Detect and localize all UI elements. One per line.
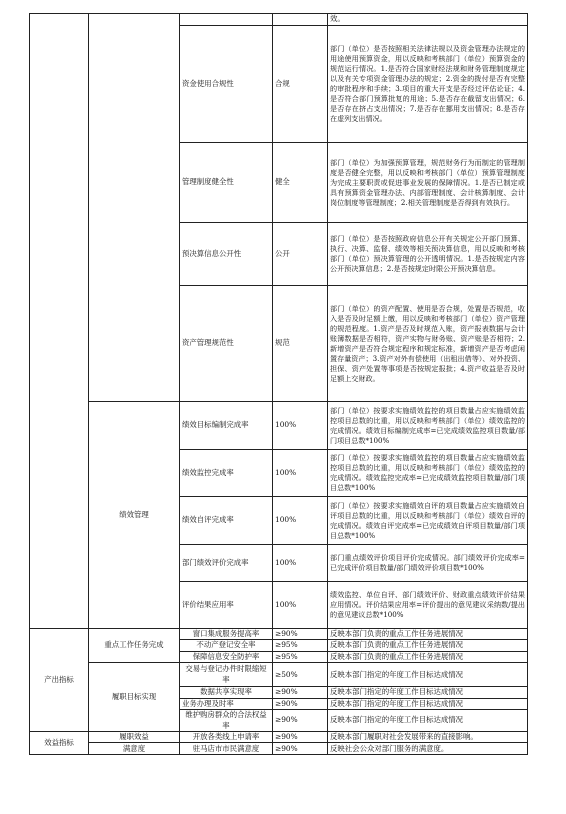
indicator-cell: 评价结果应用率	[180, 582, 273, 629]
group-cell: 效益指标	[30, 732, 89, 755]
description-cell: 绩效监控、单位自评、部门绩效评价、财政重点绩效评价结果应用情况。评价结果应用率=评价提出的意见建议采纳数/提出的意见建议总数*100%	[328, 582, 528, 629]
description-cell: 效。	[328, 14, 528, 26]
indicator-cell: 绩效自评完成率	[180, 497, 273, 545]
table-row	[30, 402, 528, 450]
target-cell: 100%	[273, 450, 328, 497]
indicator-cell: 预决算信息公开性	[180, 223, 273, 286]
indicator-cell: 管理制度健全性	[180, 143, 273, 223]
target-cell: 公开	[273, 223, 328, 286]
indicator-cell: 部门绩效评价完成率	[180, 545, 273, 582]
description-cell: 部门（单位）的资产配置、使用是否合规，处置是否规范，收入是否及时足额上缴，用以反映和考核部门（单位）资产管理的规范程度。1.资产是否及时规范入账，资产报表数据与会计账簿数据是否相符，资产实物与财务账、资产账是否相符；2.新增资产是否符合规定程序和规定标准，新增资产是否考虑闲置存量资产；3.资产对外有偿使用（出租出借等）、对外投资、担保、资产处置等事项是否按规定报批；4.资产收益是否及时足额上交财政。	[328, 286, 528, 402]
target-cell: 100%	[273, 545, 328, 582]
category-cell: 绩效管理	[89, 402, 180, 629]
target-cell: 合规	[273, 26, 328, 143]
category-cell: 重点工作任务完成	[89, 629, 180, 663]
target-cell: ≥90%	[273, 687, 328, 698]
indicator-cell: 绩效监控完成率	[180, 450, 273, 497]
target-cell: ≥90%	[273, 698, 328, 709]
target-cell	[273, 14, 328, 26]
description-cell: 部门（单位）按要求实施绩效自评的项目数量占应实施绩效自评项目总数的比重，用以反映和考核部门（单位）绩效自评的完成情况。绩效自评完成率=已完成绩效自评项目数量/部门项目总数*100%	[328, 497, 528, 545]
description-cell: 反映本部门指定的年度工作目标达成情况	[328, 710, 528, 732]
indicator-cell: 驻马店市市民满意度	[180, 743, 273, 755]
description-cell: 部门（单位）为加强预算管理，规范财务行为而制定的管理制度是否健全完整，用以反映和考核部门（单位）预算管理制度为完成主要职责或促进事业发展的保障情况。1.是否已制定或具有预算资金管理办法、内部管理制度、会计核算制度、会计岗位制度等管理制度；2.相关管理制度是否得到有效执行。	[328, 143, 528, 223]
group-cell: 产出指标	[30, 629, 89, 732]
indicator-cell: 保障信息安全防护率	[180, 651, 273, 662]
indicator-cell: 绩效目标编制完成率	[180, 402, 273, 450]
target-cell: 100%	[273, 402, 328, 450]
indicator-cell	[180, 14, 273, 26]
description-cell: 部门重点绩效评价项目评价完成情况。部门绩效评价完成率=已完成评价项目数量/部门绩效评价项目数*100%	[328, 545, 528, 582]
description-cell: 反映本部门负责的重点工作任务进展情况	[328, 640, 528, 651]
category-cell: 履职目标实现	[89, 663, 180, 732]
table-row	[30, 743, 528, 755]
target-cell: ≥95%	[273, 640, 328, 651]
description-cell: 部门（单位）按要求实施绩效监控的项目数量占应实施绩效监控项目总数的比重，用以反映和考核部门（单位）绩效监控的完成情况。绩效目标编制完成率=已完成绩效监控项目数量/部门项目总数*100%	[328, 402, 528, 450]
description-cell: 反映本部门履职对社会发展带来的直接影响。	[328, 732, 528, 743]
target-cell: ≥90%	[273, 710, 328, 732]
group-cell	[30, 14, 89, 629]
target-cell: 100%	[273, 582, 328, 629]
target-cell: ≥95%	[273, 651, 328, 662]
target-cell: 100%	[273, 497, 328, 545]
category-cell: 履职效益	[89, 732, 180, 743]
indicator-cell: 数据共享实现率	[180, 687, 273, 698]
performance-indicator-table	[29, 13, 528, 755]
table-row	[30, 663, 528, 687]
indicator-cell: 资金使用合规性	[180, 26, 273, 143]
description-cell: 部门（单位）按要求实施绩效监控的项目数量占应实施绩效监控项目总数的比重，用以反映和考核部门（单位）绩效监控的完成情况。绩效监控完成率=已完成绩效监控项目数量/部门项目总数*100%	[328, 450, 528, 497]
description-cell: 反映本部门负责的重点工作任务进展情况	[328, 629, 528, 640]
indicator-cell: 不动产登记安全率	[180, 640, 273, 651]
description-cell: 部门（单位）是否按照相关法律法规以及资金管理办法规定的用途使用预算资金，用以反映和考核部门（单位）预算资金的规范运行情况。1.是否符合国家财经法规和财务管理制度规定以及有关专项资金管理办法的规定；2.资金的拨付是否有完整的审批程序和手续；3.项目的重大开支是否经过评估论证；4.是否符合部门预算批复的用途；5.是否存在截留支出情况；6.是否存在挤占支出情况；7.是否存在挪用支出情况；8.是否存在虚列支出情况。	[328, 26, 528, 143]
category-cell	[89, 14, 180, 402]
category-cell: 满意度	[89, 743, 180, 755]
indicator-cell: 开放各类线上申请率	[180, 732, 273, 743]
description-cell: 反映本部门负责的重点工作任务进展情况	[328, 651, 528, 662]
description-cell: 部门（单位）是否按照政府信息公开有关规定公开部门预算、执行、决算、监督、绩效等相关预决算信息，用以反映和考核部门（单位）预决算管理的公开透明情况。1.是否按规定内容公开预决算信息；2.是否按规定时限公开预决算信息。	[328, 223, 528, 286]
target-cell: ≥90%	[273, 629, 328, 640]
target-cell: ≥90%	[273, 732, 328, 743]
indicator-cell: 资产管理规范性	[180, 286, 273, 402]
description-cell: 反映本部门指定的年度工作目标达成情况	[328, 663, 528, 687]
table-row	[30, 732, 528, 743]
table-row	[30, 14, 528, 26]
indicator-cell: 交易与登记办件时限缩短率	[180, 663, 273, 687]
indicator-cell: 窗口集成服务提高率	[180, 629, 273, 640]
target-cell: 规范	[273, 286, 328, 402]
indicator-cell: 维护购房群众的合法权益率	[180, 710, 273, 732]
indicator-cell: 业务办理及时率	[180, 698, 273, 709]
target-cell: 健全	[273, 143, 328, 223]
description-cell: 反映本部门指定的年度工作目标达成情况	[328, 687, 528, 698]
description-cell: 反映本部门指定的年度工作目标达成情况	[328, 698, 528, 709]
table-row	[30, 629, 528, 640]
target-cell: ≥50%	[273, 663, 328, 687]
target-cell: ≥90%	[273, 743, 328, 755]
description-cell: 反映社会公众对部门服务的满意度。	[328, 743, 528, 755]
